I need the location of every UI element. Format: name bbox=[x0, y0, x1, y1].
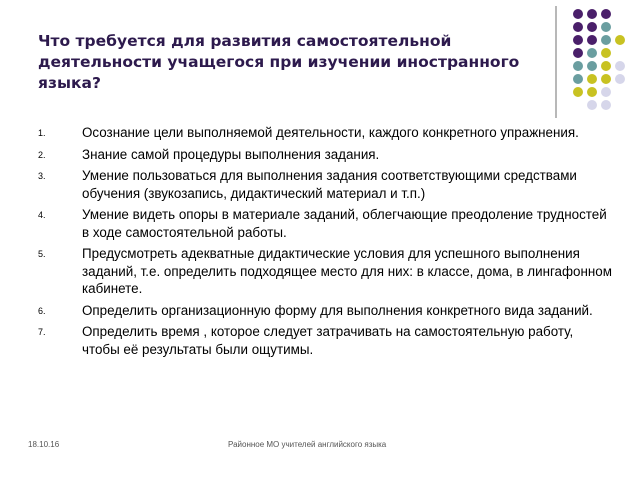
decor-dot bbox=[587, 61, 597, 71]
list-item bbox=[38, 124, 613, 142]
footer-text: Районное МО учителей английского языка bbox=[228, 440, 387, 449]
decor-dot bbox=[573, 87, 583, 97]
list-item-number: 6. bbox=[38, 305, 46, 316]
decor-dot bbox=[615, 35, 625, 45]
list-item bbox=[38, 323, 613, 358]
decor-dot bbox=[587, 87, 597, 97]
decor-dot-grid bbox=[0, 0, 640, 120]
list-item-text: Определить организационную форму для выполнения конкретного вида заданий. bbox=[82, 302, 593, 318]
list-item-text: Осознание цели выполняемой деятельности, каждого конкретного упражнения. bbox=[82, 125, 579, 140]
list-item-number: 4. bbox=[38, 210, 46, 220]
decor-dot bbox=[587, 22, 597, 32]
list-item-text: Определить время , которое следует затрачивать на самостоятельную работу, чтобы её результаты были ощутимы. bbox=[82, 324, 574, 357]
decor-dot bbox=[587, 74, 597, 84]
decor-dot bbox=[601, 22, 611, 32]
decor-dot bbox=[587, 35, 597, 45]
list-item-number: 7. bbox=[38, 327, 46, 337]
decor-dot bbox=[573, 22, 583, 32]
list-item bbox=[38, 302, 613, 320]
decor-dot bbox=[601, 100, 611, 110]
decor-dot bbox=[601, 74, 611, 84]
decor-dot bbox=[601, 9, 611, 19]
decor-dot bbox=[573, 35, 583, 45]
decor-dot bbox=[601, 35, 611, 45]
decor-dot bbox=[573, 9, 583, 19]
list-item-number: 1. bbox=[38, 128, 46, 138]
decor-dot bbox=[573, 74, 583, 84]
list-item bbox=[38, 167, 613, 202]
list-item-number: 5. bbox=[38, 249, 46, 259]
list-item-text: Знание самой процедуры выполнения задания. bbox=[82, 146, 380, 162]
decor-dot bbox=[601, 48, 611, 58]
slide-title: Что требуется для развития самостоятельной деятельности учащегося при изучении иностранного языка? bbox=[38, 32, 520, 92]
footer-date: 18.10.16 bbox=[28, 440, 60, 449]
decor-dot bbox=[587, 48, 597, 58]
list-item-text: Предусмотреть адекватные дидактические условия для успешного выполнения заданий, т.е. определить подходящее место для них: в классе, дома, в лингафонном кабинете. bbox=[82, 246, 612, 296]
list-item bbox=[38, 206, 613, 241]
decor-dot bbox=[615, 74, 625, 84]
decor-dot bbox=[601, 87, 611, 97]
list-item-text: Умение пользоваться для выполнения задания соответствующими средствами обучения (звукозапись, дидактический материал и т.п.) bbox=[82, 168, 577, 201]
decor-dot bbox=[615, 61, 625, 71]
decor-dot bbox=[573, 48, 583, 58]
list-item-number: 2. bbox=[38, 149, 46, 160]
requirements-list bbox=[38, 124, 613, 362]
list-item-number: 3. bbox=[38, 171, 46, 181]
list-item bbox=[38, 245, 613, 298]
list-item-text: Умение видеть опоры в материале заданий, облегчающие преодоление трудностей в ходе самостоятельной работы. bbox=[82, 207, 607, 240]
decor-dot bbox=[573, 61, 583, 71]
decor-dot bbox=[587, 100, 597, 110]
decor-dot bbox=[587, 9, 597, 19]
decor-dot bbox=[601, 61, 611, 71]
list-item bbox=[38, 146, 613, 164]
